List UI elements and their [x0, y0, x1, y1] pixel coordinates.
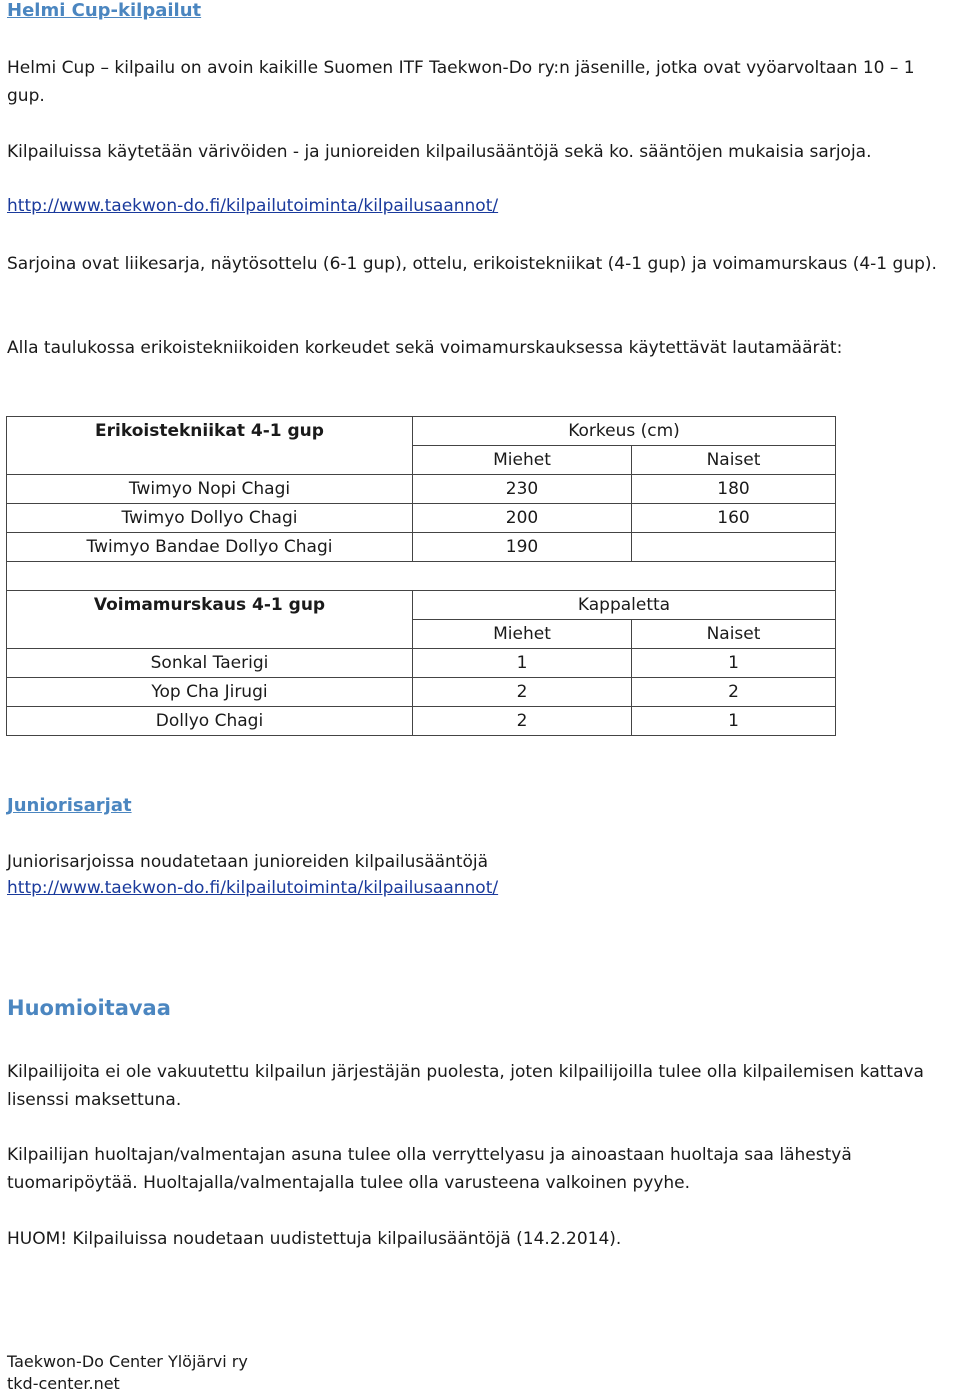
- men-value-cell: 230: [413, 475, 632, 504]
- rules-paragraph: Kilpailuissa käytetään värivöiden - ja junioreiden kilpailusääntöjä sekä ko. sääntöjen mukaisia sarjoja.: [7, 142, 872, 162]
- women-header-cell: Naiset: [632, 620, 836, 649]
- women-value-cell: 2: [632, 678, 836, 707]
- table-row: [7, 678, 836, 707]
- women-value-cell: 180: [632, 475, 836, 504]
- spacer-cell: [7, 562, 836, 591]
- voima-title-cell: Voimamurskaus 4-1 gup: [7, 591, 413, 649]
- erikois-title-cell: Erikoistekniikat 4-1 gup: [7, 417, 413, 475]
- technique-name-cell: Twimyo Dollyo Chagi: [7, 504, 413, 533]
- men-value-cell: 2: [413, 707, 632, 736]
- women-value-cell: 1: [632, 649, 836, 678]
- juniors-rules-link[interactable]: http://www.taekwon-do.fi/kilpailutoiminta/kilpailusaannot/: [7, 878, 499, 898]
- men-value-cell: 2: [413, 678, 632, 707]
- technique-name-cell: Twimyo Bandae Dollyo Chagi: [7, 533, 413, 562]
- men-header-cell: Miehet: [413, 446, 632, 475]
- table-row: [7, 707, 836, 736]
- table-row: [7, 475, 836, 504]
- coach-paragraph: Kilpailijan huoltajan/valmentajan asuna tulee olla verryttelyasu ja ainoastaan huoltaja saa lähestyä tuomaripöytää. Huoltajalla/valmentajalla tulee olla varusteena valkoinen pyyhe.: [7, 1145, 852, 1193]
- insurance-paragraph: Kilpailijoita ei ole vakuutettu kilpailun järjestäjän puolesta, joten kilpailijoilla tulee olla kilpailemisen kattava lisenssi maksettuna.: [7, 1062, 924, 1110]
- footer-site: tkd-center.net: [7, 1374, 120, 1393]
- table-row: [7, 504, 836, 533]
- men-header-cell: Miehet: [413, 620, 632, 649]
- huomioitavaa-heading: Huomioitavaa: [7, 996, 171, 1020]
- men-value-cell: 190: [413, 533, 632, 562]
- helmi-intro-paragraph: Helmi Cup – kilpailu on avoin kaikille Suomen ITF Taekwon-Do ry:n jäsenille, jotka ovat vyöarvoltaan 10 – 1 gup.: [7, 58, 915, 106]
- table-row: [7, 591, 836, 620]
- heights-boards-table: [6, 416, 836, 736]
- women-value-cell: 1: [632, 707, 836, 736]
- table-intro-paragraph: Alla taulukossa erikoistekniikoiden korkeudet sekä voimamurskauksessa käytettävät lautamäärät:: [7, 338, 843, 358]
- table-row: [7, 533, 836, 562]
- kappaletta-header-cell: Kappaletta: [413, 591, 836, 620]
- technique-name-cell: Yop Cha Jirugi: [7, 678, 413, 707]
- men-value-cell: 1: [413, 649, 632, 678]
- juniorisarjat-heading-link[interactable]: Juniorisarjat: [7, 795, 132, 816]
- helmi-cup-heading-link[interactable]: Helmi Cup-kilpailut: [7, 0, 202, 21]
- technique-name-cell: Dollyo Chagi: [7, 707, 413, 736]
- table-row: [7, 417, 836, 446]
- men-value-cell: 200: [413, 504, 632, 533]
- korkeus-header-cell: Korkeus (cm): [413, 417, 836, 446]
- table-spacer-row: [7, 562, 836, 591]
- women-header-cell: Naiset: [632, 446, 836, 475]
- technique-name-cell: Twimyo Nopi Chagi: [7, 475, 413, 504]
- series-paragraph: Sarjoina ovat liikesarja, näytösottelu (6-1 gup), ottelu, erikoistekniikat (4-1 gup) ja voimamurskaus (4-1 gup).: [7, 254, 937, 274]
- women-value-cell: 160: [632, 504, 836, 533]
- rules-link[interactable]: http://www.taekwon-do.fi/kilpailutoiminta/kilpailusaannot/: [7, 196, 499, 216]
- footer-org: Taekwon-Do Center Ylöjärvi ry: [7, 1352, 248, 1371]
- women-value-cell: [632, 533, 836, 562]
- technique-name-cell: Sonkal Taerigi: [7, 649, 413, 678]
- huom-paragraph: HUOM! Kilpailuissa noudetaan uudistettuja kilpailusääntöjä (14.2.2014).: [7, 1229, 622, 1249]
- table-row: [7, 649, 836, 678]
- juniors-paragraph: Juniorisarjoissa noudatetaan junioreiden kilpailusääntöjä: [7, 852, 489, 872]
